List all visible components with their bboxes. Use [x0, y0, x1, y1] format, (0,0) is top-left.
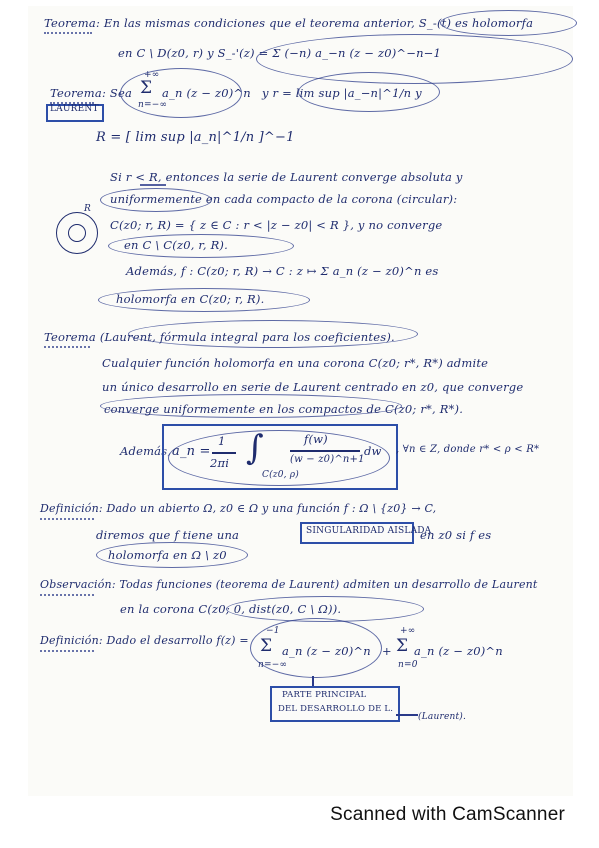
definition-singularity-line-3: holomorfa en Ω \ z0 [108, 548, 227, 562]
ademas-label: Además, [120, 444, 172, 458]
definition-singularity-line-2: diremos que f tiene una [96, 528, 240, 542]
integral-conditions: , ∀n ∈ Z, donde r* < ρ < R* [396, 444, 540, 455]
integrand-numerator: f(w) [304, 432, 328, 446]
dw-label: dw [364, 444, 382, 458]
integral-theorem-line-3: converge uniformemente en los compactos de C(z0; r*, R*). [104, 402, 464, 416]
circled-r [298, 72, 440, 112]
singularidad-aislada: SINGULARIDAD AISLADA [306, 526, 432, 536]
sigma-regular-upper: +∞ [400, 626, 416, 636]
circled-series [120, 68, 242, 118]
arrow-line [396, 714, 418, 716]
ademas-function: Además, f : C(z0; r, R) → C : z ↦ Σ a_n (z − z0)^n es [126, 264, 439, 278]
circled-formula-title [128, 320, 418, 348]
laurent-closing: (Laurent). [418, 712, 467, 722]
convergence-line-2: uniformemente en cada compacto de la corona (circular): [110, 192, 458, 206]
annulus-label-R: R [84, 204, 91, 214]
integral-theorem-line-2: un único desarrollo en serie de Laurent centrado en z0, que converge [102, 380, 524, 394]
underline-mark [40, 644, 94, 652]
sum-lower-limit: n=−∞ [138, 100, 168, 110]
integrand-denominator: (w − z0)^n+1 [290, 454, 365, 465]
regular-part-term: a_n (z − z0)^n [414, 644, 503, 658]
annulus-inner-circle [68, 224, 86, 242]
radius-r-definition: y r = lim sup |a_−n|^1/n y [262, 86, 422, 100]
underline-mark [44, 340, 90, 348]
camscanner-footer: Scanned with CamScanner [330, 804, 565, 825]
underline-mark [40, 588, 94, 596]
integral-sign: ∫ [246, 428, 264, 468]
plus-sign: + [382, 644, 392, 658]
sigma-principal-upper: −1 [266, 626, 280, 636]
fraction-denominator: 2πi [210, 456, 230, 470]
observation-line-2: en la corona C(z0; 0, dist(z0, C \ Ω)). [120, 602, 342, 616]
observation-line-1: Observación: Todas funciones (teorema de Laurent) admiten un desarrollo de Laurent [40, 578, 538, 591]
sigma-symbol: Σ [140, 78, 153, 98]
definition-singularity-line-1: Definición: Dado un abierto Ω, z0 ∈ Ω y una función f : Ω \ {z0} → C, [40, 502, 437, 515]
theorem-sea-label: Teorema: Sea [50, 86, 133, 100]
integrand-bar [290, 450, 360, 452]
radius-R-definition: R = [ lim sup |a_n|^1/n ]^−1 [96, 130, 295, 145]
theorem-integral-title: Teorema (Laurent, fórmula integral para los coeficientes). [44, 330, 395, 344]
sigma-regular: Σ [396, 636, 409, 656]
holomorfa-conclusion: holomorfa en C(z0; r, R). [116, 292, 265, 306]
theorem-line-2: en C \ D(z0, r) y S_-'(z) = Σ (−n) a_−n (z − z0)^−n−1 [118, 46, 442, 60]
convergence-line-1: Si r < R, entonces la serie de Laurent converge absoluta y [110, 170, 463, 184]
principal-part-term: a_n (z − z0)^n [282, 644, 371, 658]
principal-part-label-1: PARTE PRINCIPAL [282, 690, 367, 700]
circled-holomorfa [440, 10, 577, 36]
underline-mark [40, 512, 94, 520]
definition-development: Definición: Dado el desarrollo f(z) = [40, 634, 249, 647]
an-equals: a_n = [172, 444, 211, 459]
underline-mark [140, 184, 166, 186]
fraction-numerator: 1 [218, 434, 226, 448]
sum-upper-limit: +∞ [144, 70, 160, 80]
integral-contour: C(z0, ρ) [262, 470, 299, 480]
corona-definition: C(z0; r, R) = { z ∈ C : r < |z − z0| < R }, y no converge [110, 218, 443, 232]
fraction-bar [212, 452, 236, 454]
integral-theorem-line-1: Cualquier función holomorfa en una corona C(z0; r*, R*) admite [102, 356, 489, 370]
no-converge-set: en C \ C(z0, r, R). [124, 238, 228, 252]
laurent-series-term: a_n (z − z0)^n [162, 86, 251, 100]
sigma-principal: Σ [260, 636, 273, 656]
definition-singularity-line-2b: en z0 si f es [420, 528, 492, 542]
underline-mark [50, 96, 94, 104]
laurent-tag: LAURENT [50, 104, 99, 114]
sigma-principal-lower: n=−∞ [258, 660, 288, 670]
principal-part-label-2: DEL DESARROLLO DE L. [278, 704, 394, 714]
underline-mark [44, 26, 92, 34]
theorem-line-1: Teorema: En las mismas condiciones que el teorema anterior, S_-(t) es holomorfa [44, 16, 534, 30]
sigma-regular-lower: n=0 [398, 660, 418, 670]
